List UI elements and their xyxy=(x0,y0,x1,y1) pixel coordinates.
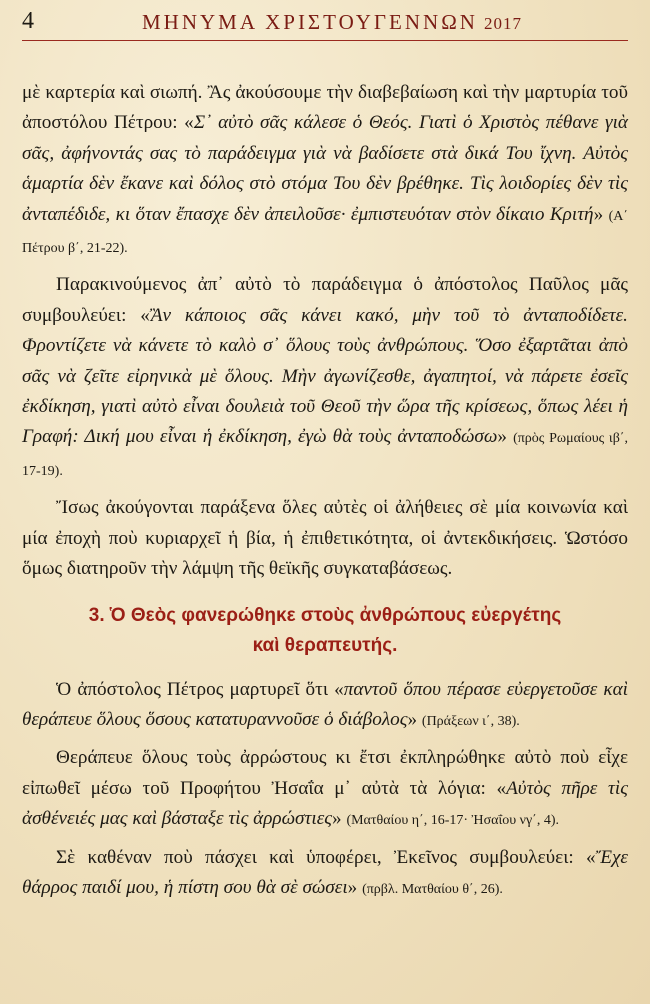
paragraph-6-quote: Ἔχε θάρρος παιδί μου, ἡ πίστη σου θὰ σὲ σώσει xyxy=(22,846,628,898)
paragraph-2-close: » xyxy=(497,426,514,448)
section-heading-line-2: καὶ θεραπευτής. xyxy=(252,634,398,656)
paragraph-4-text: Ὁ ἀπόστολος Πέτρος μαρτυρεῖ ὅτι « xyxy=(56,678,344,700)
paragraph-2 xyxy=(22,270,628,487)
paragraph-5 xyxy=(22,743,628,836)
paragraph-3: Ἴσως ἀκούγονται παράξενα ὅλες αὐτὲς οἱ ἀλήθειες σὲ μία κοινωνία καὶ μία ἐποχὴ ποὺ κυριαρχεῖ ἡ βία, ἡ ἐπιθετικότητα, οἱ ἀντεκδικήσεις. Ὡστόσο ὅμως διατηροῦν τὴν λάμψη τῆς θεϊκῆς συγκαταβάσεως. xyxy=(22,497,628,580)
paragraph-2-quote: Ἂν κάποιος σᾶς κάνει κακό, μὴν τοῦ τὸ ἀνταποδίδετε. Φροντίζετε νὰ κάνετε τὸ καλὸ σ᾿ ὅλους τοὺς ἀνθρώπους. Ὅσο ἐξαρτᾶται ἀπὸ σᾶς νὰ ζεῖτε εἰρηνικὰ μὲ ὅλους. Μὴν ἀγωνίζεσθε, ἀγαπητοί, νὰ πάρετε ἐσεῖς ἐκδίκηση, γιατὶ αὐτὸ εἶναι δουλειὰ τοῦ Θεοῦ τὴν ὥρα τῆς κρίσεως, ὅπως λέει ἡ Γραφή: Δική μου εἶναι ἡ ἐκδίκηση, ἐγὼ θὰ τοὺς ἀνταποδώσω xyxy=(22,304,628,448)
page-body xyxy=(22,78,628,905)
running-title xyxy=(142,10,522,35)
paragraph-2-text: Παρακινούμενος ἀπ᾿ αὐτὸ τὸ παράδειγμα ὁ ἀπόστολος Παῦλος μᾶς συμβουλεύει: « xyxy=(22,274,628,326)
paragraph-4 xyxy=(22,675,628,738)
section-heading-line-1: 3. Ὁ Θεὸς φανερώθηκε στοὺς ἀνθρώπους εὐεργέτης xyxy=(88,604,562,626)
paragraph-5-close: » xyxy=(332,808,347,830)
paragraph-2-reference: (πρὸς Ρωμαίους ιβ΄, 17-19). xyxy=(22,431,628,479)
paragraph-1-quote: Σ᾿ αὐτὸ σᾶς κάλεσε ὁ Θεός. Γιατὶ ὁ Χριστὸς πέθανε γιὰ σᾶς, ἀφήνοντάς σας τὸ παράδειγμα γιὰ νὰ βαδίσετε στὰ δικά Του ἴχνη. Αὐτὸς ἁμαρτία δὲν ἔκανε καὶ δόλος στὸ στόμα Του δὲν βρέθηκε. Τὶς λοιδορίες δὲν τὶς ἀνταπέδιδε, κι ὅταν ἔπασχε δὲν ἀπειλοῦσε· ἐμπιστευόταν στὸν δίκαιο Κριτή xyxy=(22,112,628,225)
running-year: 2017 xyxy=(483,14,522,33)
paragraph-5-quote: Αὐτὸς πῆρε τὶς ἀσθένειές μας καὶ βάσταξε τὶς ἀρρώστιες xyxy=(22,777,628,830)
paragraph-5-text: Θεράπευε ὅλους τοὺς ἀρρώστους κι ἔτσι ἐκπληρώθηκε αὐτὸ ποὺ εἶχε εἰπωθεῖ μέσω τοῦ Προφήτου Ἠσαΐα μ᾿ αὐτὰ τὰ λόγια: « xyxy=(22,747,628,799)
paragraph-4-quote: παντοῦ ὅπου πέρασε εὐεργετοῦσε καὶ θεράπευε ὅλους ὅσους κατατυραννοῦσε ὁ διάβολος xyxy=(22,678,629,730)
running-title-text: ΜΗΝΥΜΑ ΧΡΙΣΤΟΥΓΕΝΝΩΝ xyxy=(142,10,478,34)
paragraph-1-text: μὲ καρτερία καὶ σιωπή. Ἂς ἀκούσουμε τὴν διαβεβαίωση καὶ τὴν μαρτυρία τοῦ ἀποστόλου Πέτρου: « xyxy=(22,82,628,134)
page-number: 4 xyxy=(22,8,34,34)
paragraph-6-close: » xyxy=(347,876,363,898)
paragraph-1-reference: (Α΄ Πέτρου β΄, 21-22). xyxy=(22,208,628,257)
section-heading xyxy=(22,601,628,661)
paragraph-4-reference: (Πράξεων ι΄, 38). xyxy=(421,713,520,729)
paragraph-6 xyxy=(22,843,628,906)
paragraph-6-reference: (πρβλ. Ματθαίου θ΄, 26). xyxy=(362,881,503,897)
paragraph-1-close: » xyxy=(593,203,609,225)
paragraph-1 xyxy=(22,78,628,264)
running-header xyxy=(22,6,628,41)
paragraph-6-text: Σὲ καθέναν ποὺ πάσχει καὶ ὑποφέρει, Ἐκεῖνος συμβουλεύει: « xyxy=(56,846,596,868)
paragraph-5-reference: (Ματθαίου η΄, 16-17· Ἠσαΐου νγ΄, 4). xyxy=(346,813,560,829)
paragraph-4-close: » xyxy=(407,708,422,730)
